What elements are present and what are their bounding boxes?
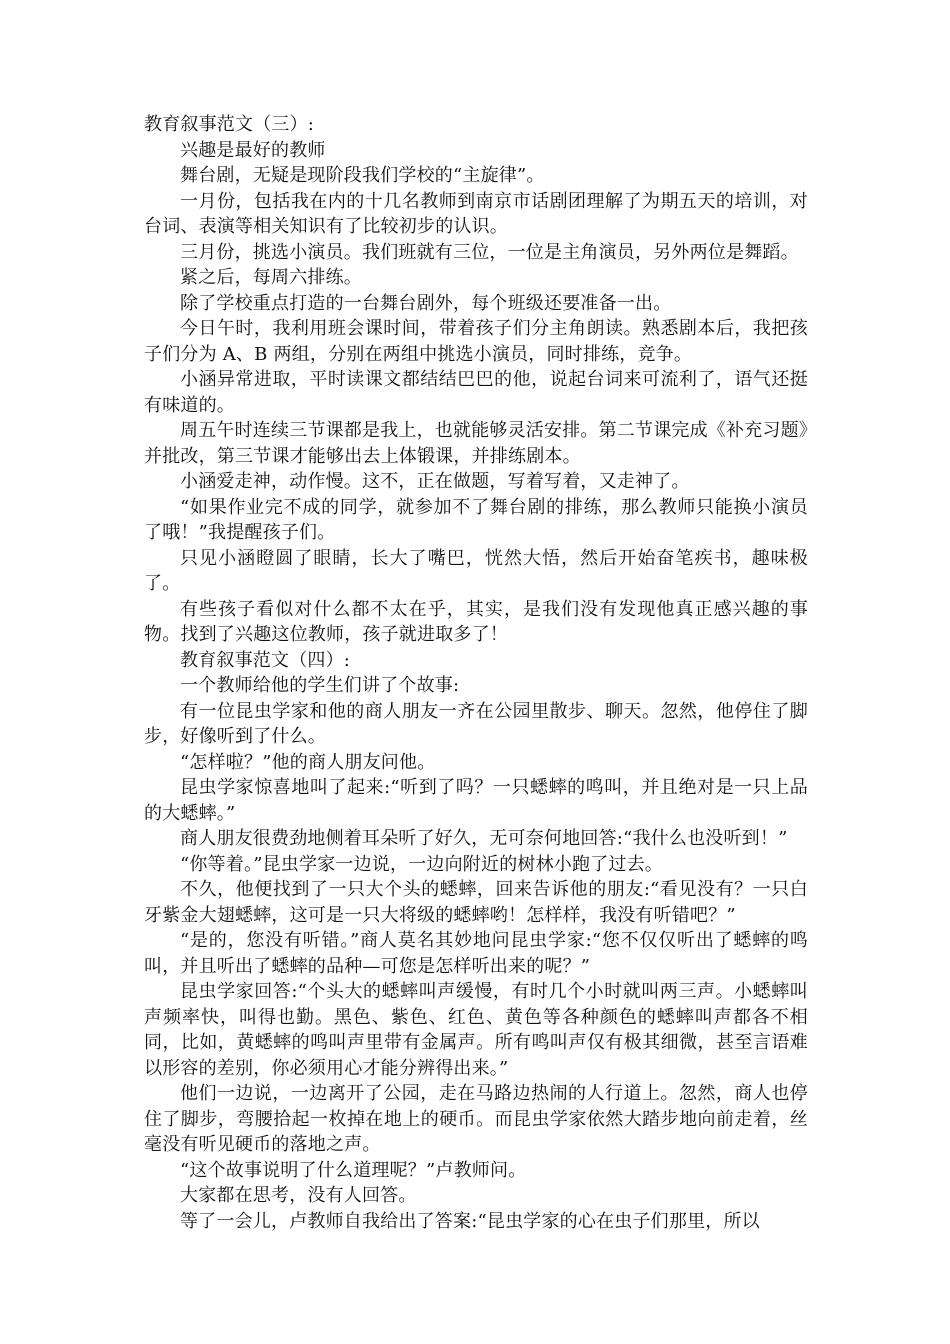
paragraph: 周五午时连续三节课都是我上，也就能够灵活安排。第二节课完成《补充习题》并批改，第三节课才能够出去上体锻课，并排练剧本。 <box>144 420 808 467</box>
paragraph: 商人朋友很费劲地侧着耳朵听了好久，无可奈何地回答:“我什么也没听到！” <box>180 828 788 849</box>
paragraph: 昆虫学家回答:“个头大的蟋蟀叫声缓慢，有时几个小时就叫两三声。小蟋蟀叫声频率快，叫得也勤。黑色、紫色、红色、黄色等各种颜色的蟋蟀叫声都各不相同，比如，黄蟋蟀的鸣叫声里带有金属声。所有鸣叫声仅有极其细微，甚至言语难以形容的差别，你必须用心才能分辨得出来。” <box>144 981 808 1079</box>
paragraph: 小涵爱走神，动作慢。这不，正在做题，写着写着，又走神了。 <box>180 471 690 492</box>
paragraph: “如果作业完不成的同学，就参加不了舞台剧的排练，那么教师只能换小演员了哦！”我提醒孩子们。 <box>144 496 808 543</box>
paragraph: 有一位昆虫学家和他的商人朋友一齐在公园里散步、聊天。忽然，他停住了脚步，好像听到了什么。 <box>144 700 808 747</box>
paragraph: “这个故事说明了什么道理呢？”卢教师问。 <box>180 1159 527 1181</box>
document-heading: 教育叙事范文（三）: <box>144 114 315 135</box>
paragraph: 只见小涵瞪圆了眼睛，长大了嘴巴，恍然大悟，然后开始奋笔疾书，趣味极了。 <box>144 547 808 594</box>
paragraph: 教育叙事范文（四）: <box>180 649 351 671</box>
paragraph: 一个教师给他的学生们讲了个故事: <box>180 675 460 696</box>
document-body <box>144 112 808 1234</box>
paragraph: 小涵异常进取，平时读课文都结结巴巴的他，说起台词来可流利了，语气还挺有味道的。 <box>144 369 808 416</box>
paragraph: 兴趣是最好的教师 <box>180 139 326 161</box>
paragraph: 不久，他便找到了一只大个头的蟋蟀，回来告诉他的朋友:“看见没有？一只白牙紫金大翅蟋蟀，这可是一只大将级的蟋蟀哟！怎样样，我没有听错吧？” <box>144 879 808 926</box>
paragraph: 大家都在思考，没有人回答。 <box>180 1185 417 1206</box>
paragraph: 紧之后，每周六排练。 <box>180 267 362 288</box>
paragraph: 他们一边说，一边离开了公园，走在马路边热闹的人行道上。忽然，商人也停住了脚步，弯腰拾起一枚掉在地上的硬币。而昆虫学家依然大踏步地向前走着，丝毫没有听见硬币的落地之声。 <box>144 1083 808 1155</box>
paragraph: 有些孩子看似对什么都不太在乎，其实，是我们没有发现他真正感兴趣的事物。找到了兴趣这位教师，孩子就进取多了！ <box>144 598 808 645</box>
paragraph: “怎样啦？”他的商人朋友问他。 <box>180 751 436 773</box>
paragraph: 今日午时，我利用班会课时间，带着孩子们分主角朗读。熟悉剧本后，我把孩子们分为 A、B 两组，分别在两组中挑选小演员，同时排练，竞争。 <box>144 318 808 365</box>
paragraph: 一月份，包括我在内的十几名教师到南京市话剧团理解了为期五天的培训，对台词、表演等相关知识有了比较初步的认识。 <box>144 190 808 237</box>
paragraph: 昆虫学家惊喜地叫了起来:“听到了吗？一只蟋蟀的鸣叫，并且绝对是一只上品的大蟋蟀。” <box>144 777 808 824</box>
paragraph: 等了一会儿，卢教师自我给出了答案:“昆虫学家的心在虫子们那里，所以 <box>180 1210 760 1232</box>
paragraph: 除了学校重点打造的一台舞台剧外，每个班级还要准备一出。 <box>180 292 672 314</box>
paragraph: “是的，您没有听错。”商人莫名其妙地问昆虫学家:“您不仅仅听出了蟋蟀的鸣叫，并且听出了蟋蟀的品种—可您是怎样听出来的呢？” <box>144 930 808 977</box>
paragraph: 三月份，挑选小演员。我们班就有三位，一位是主角演员，另外两位是舞蹈。 <box>180 241 799 263</box>
paragraph: 舞台剧，无疑是现阶段我们学校的“主旋律”。 <box>180 165 545 186</box>
paragraph: “你等着。”昆虫学家一边说，一边向附近的树林小跑了过去。 <box>180 853 664 875</box>
